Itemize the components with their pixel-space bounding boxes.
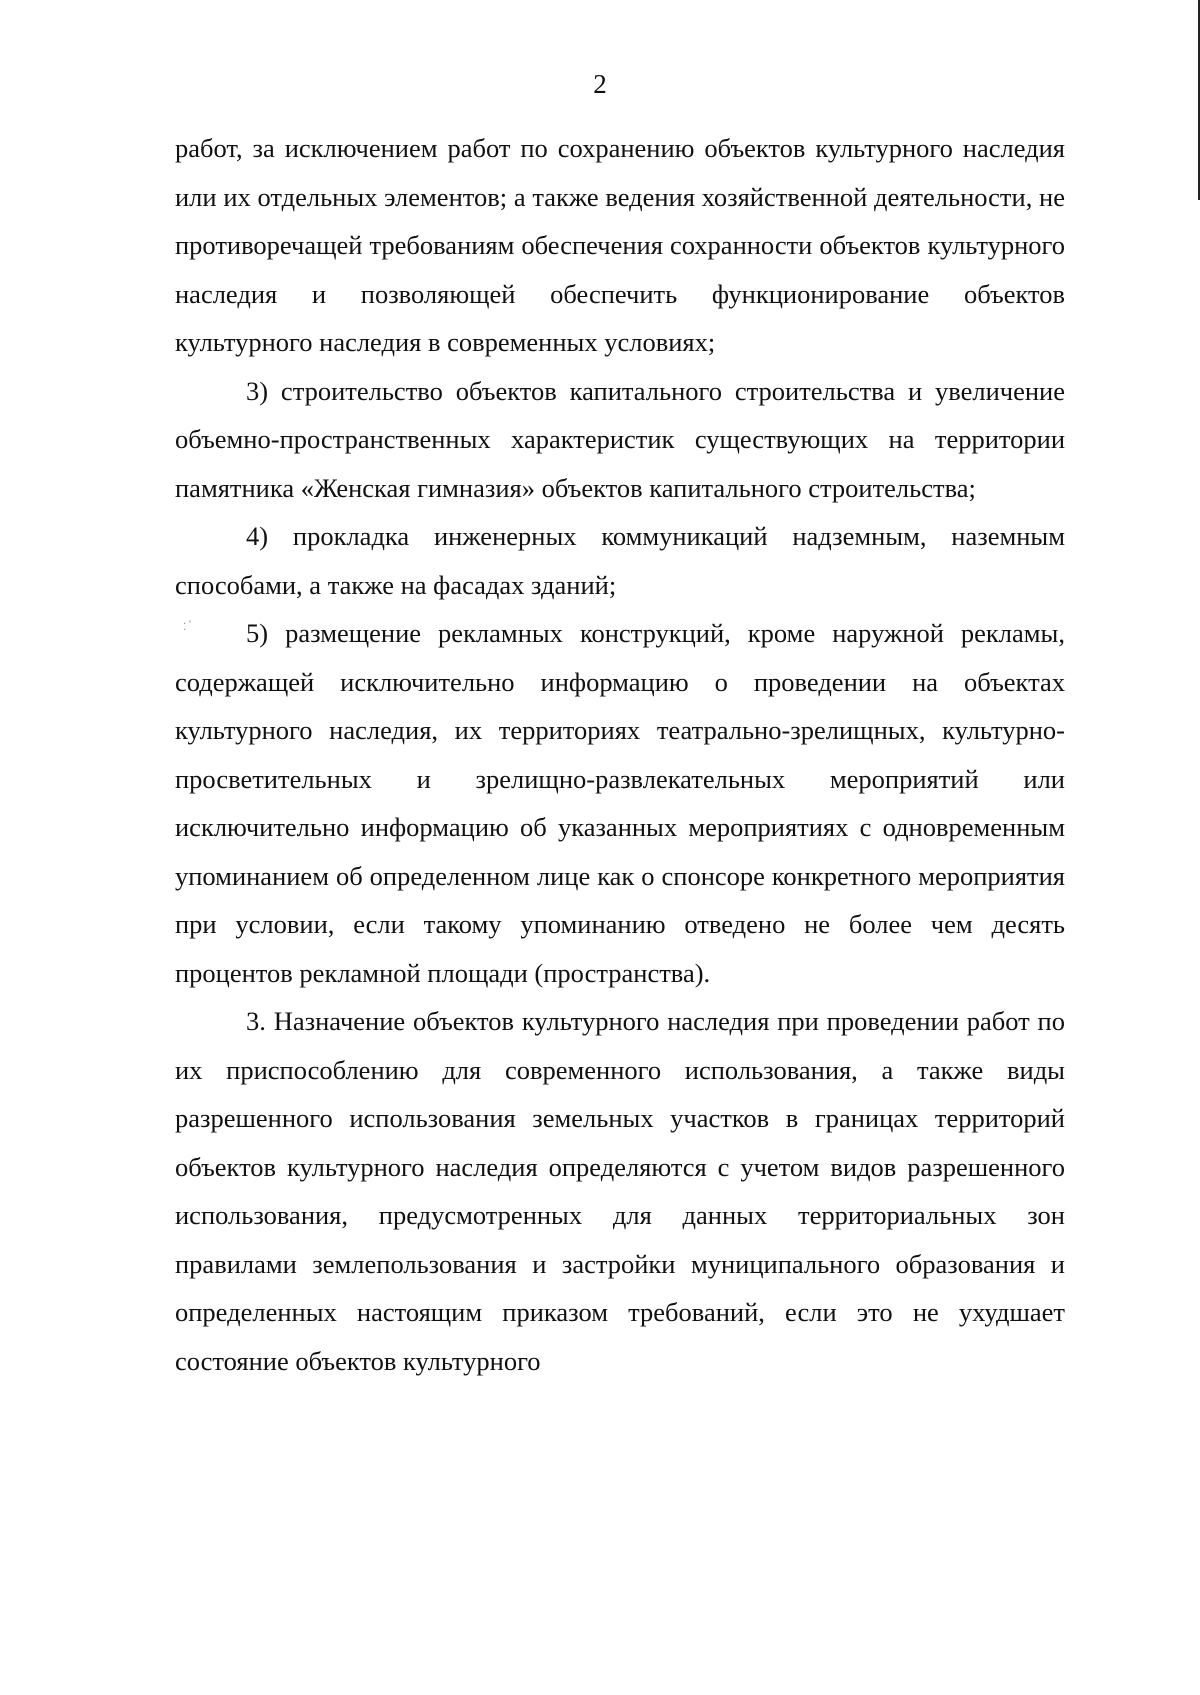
paragraph-continuation: работ, за исключением работ по сохранению объектов культурного наследия или их отдельных элементов; а также ведения хозяйственной деятельности, не противоречащей требованиям обеспечения сохранности объектов культурного наследия и позволяющей обеспечить функционирование объектов культурного наследия в современных условиях; xyxy=(175,133,1065,357)
page-number: 2 xyxy=(593,69,607,99)
paragraph-item-3: 3) строительство объектов капитального строительства и увеличение объемно-пространственных характеристик существующих на территории памятника «Женская гимназия» объектов капитального строительства; xyxy=(175,375,1065,503)
scan-artifact: ·‘ · xyxy=(183,619,194,636)
paragraph-item-4: 4) прокладка инженерных коммуникаций надземным, наземным способами, а также на фасадах зданий; xyxy=(175,521,1065,600)
paragraph-item-5: 5) размещение рекламных конструкций, кроме наружной рекламы, содержащей исключительно информацию о проведении на объектах культурного наследия, их территориях театрально-зрелищных, культурно-просветительных и зрелищно-развлекательных мероприятий или исключительно информацию об указанных мероприятиях с одновременным упоминанием об определенном лице как о спонсоре конкретного мероприятия при условии, если такому упоминанию отведено не более чем десять процентов рекламной площади (пространства). xyxy=(175,618,1065,988)
document-body xyxy=(175,124,1065,1385)
paragraph-section-3: 3. Назначение объектов культурного наследия при проведении работ по их приспособлению для современного использования, а также виды разрешенного использования земельных участков в границах территорий объектов культурного наследия определяются с учетом видов разрешенного использования, предусмотренных для данных территориальных зон правилами землепользования и застройки муниципального образования и определенных настоящим приказом требований, если это не ухудшает состояние объектов культурного xyxy=(175,1006,1065,1376)
